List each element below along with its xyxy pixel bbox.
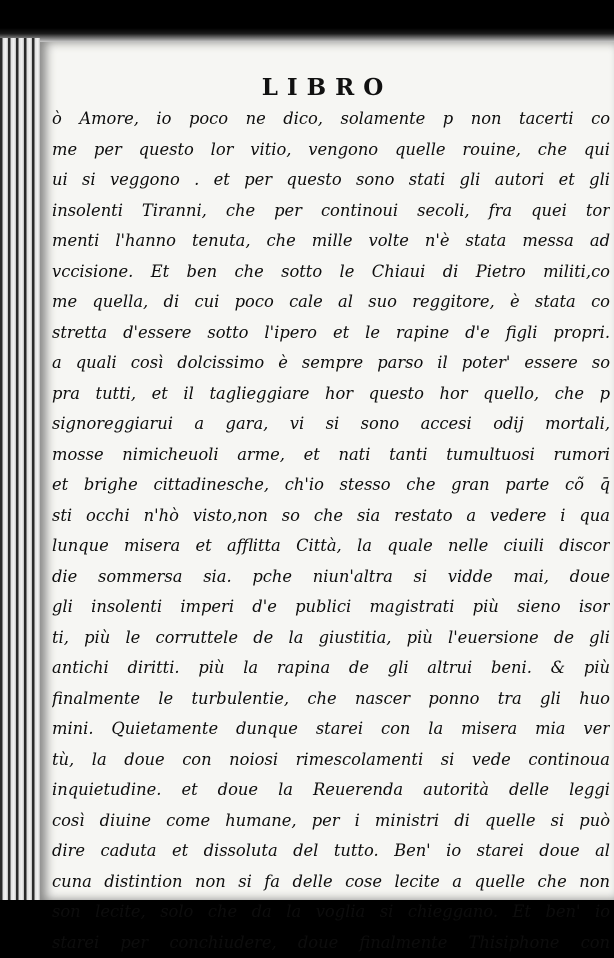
text-block: [52, 104, 610, 958]
text-line: menti l'hanno tenuta, che mille volte n'è stata messa ad: [52, 226, 610, 257]
text-line: ui si veggono . et per questo sono stati gli autori et gli: [52, 165, 610, 196]
text-line: mini. Quietamente dunque starei con la misera mia ver: [52, 714, 610, 745]
text-line: inquietudine. et doue la Reuerenda autorità delle leggi: [52, 775, 610, 806]
text-line: ò Amore, io poco ne dico, solamente p non tacerti co: [52, 104, 610, 135]
text-line: me quella, di cui poco cale al suo reggitore, è stata co: [52, 287, 610, 318]
text-line: starei per conchiudere, doue finalmente Thisiphone con: [52, 928, 610, 958]
text-line: mosse nimicheuoli arme, et nati tanti tumultuosi rumori: [52, 440, 610, 471]
text-line: sti occhi n'hò visto,non so che sia restato a vedere i qua: [52, 501, 610, 532]
text-line: stretta d'essere sotto l'ipero et le rapine d'e figli propri.: [52, 318, 610, 349]
text-line: et brighe cittadinesche, ch'io stesso che gran parte cõ q̄: [52, 470, 610, 501]
text-line: me per questo lor vitio, vengono quelle rouine, che qui: [52, 135, 610, 166]
text-line: a quali così dolcissimo è sempre parso il poter' essere so: [52, 348, 610, 379]
text-line: gli insolenti imperi d'e publici magistrati più sieno isor: [52, 592, 610, 623]
text-line: dire caduta et dissoluta del tutto. Ben' io starei doue al: [52, 836, 610, 867]
text-line: son lecite, solo che da la voglia si chieggano. Et ben' io: [52, 897, 610, 928]
text-line: pra tutti, et il taglieggiare hor questo hor quello, che p: [52, 379, 610, 410]
book-page: [40, 42, 614, 900]
text-line: tù, la doue con noiosi rimescolamenti si vede continoua: [52, 745, 610, 776]
text-line: signoreggiarui a gara, vi si sono accesi odij mortali,: [52, 409, 610, 440]
text-line: finalmente le turbulentie, che nascer ponno tra gli huo: [52, 684, 610, 715]
text-line: vccisione. Et ben che sotto le Chiaui di Pietro militi,co: [52, 257, 610, 288]
running-head: LIBRO: [40, 74, 614, 101]
text-line: cuna distintion non si fa delle cose lecite a quelle che non: [52, 867, 610, 898]
text-line: lunque misera et afflitta Città, la quale nelle ciuili discor: [52, 531, 610, 562]
text-line: die sommersa sia. pche niun'altra si vidde mai, doue: [52, 562, 610, 593]
text-line: antichi diritti. più la rapina de gli altrui beni. & più: [52, 653, 610, 684]
text-line: così diuine come humane, per i ministri di quelle si può: [52, 806, 610, 837]
book-page-edges: [0, 38, 40, 900]
text-line: ti, più le corruttele de la giustitia, più l'euersione de gli: [52, 623, 610, 654]
book-top-edge: [0, 28, 614, 42]
text-line: insolenti Tiranni, che per continoui secoli, fra quei tor: [52, 196, 610, 227]
